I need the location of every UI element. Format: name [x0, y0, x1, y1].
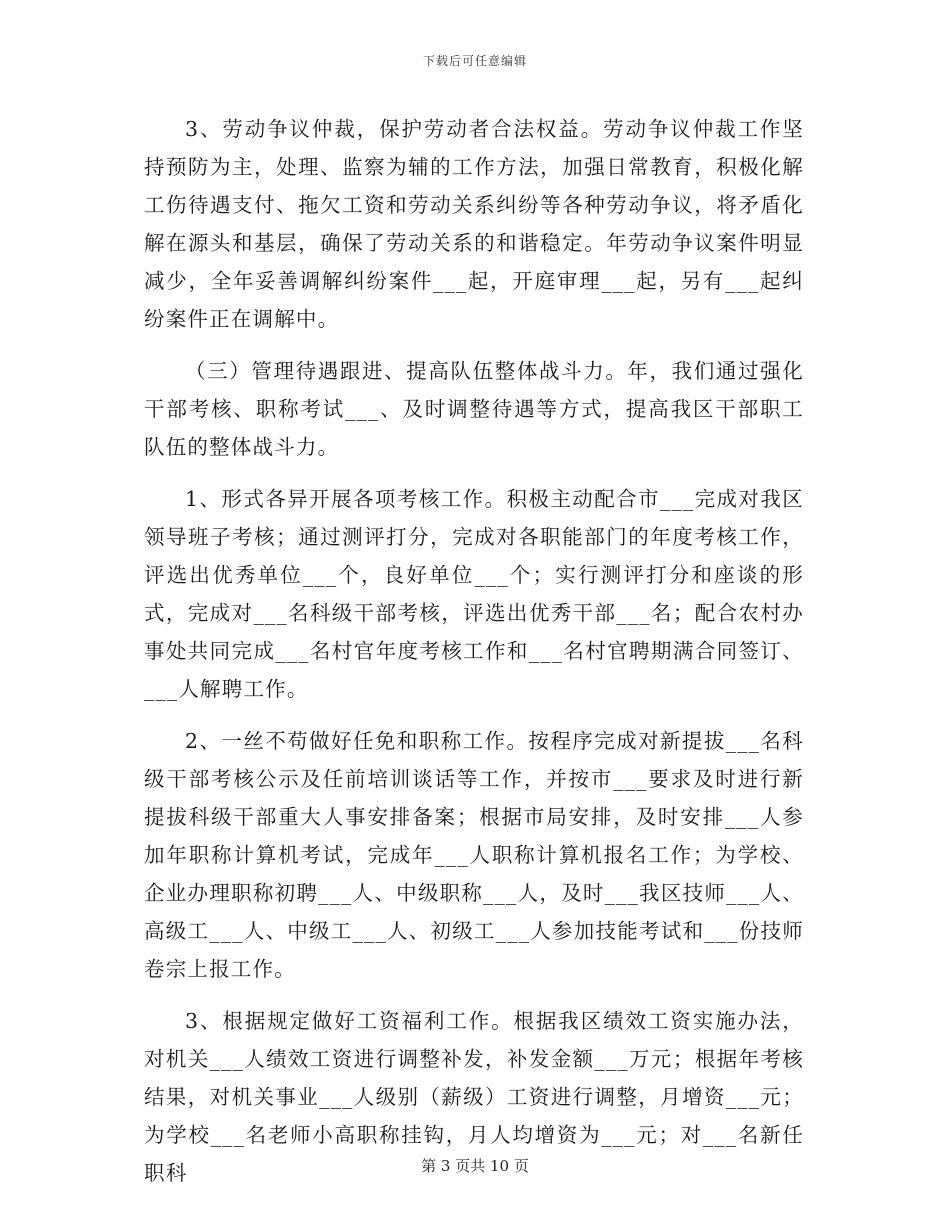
paragraph-section-three: （三）管理待遇跟进、提高队伍整体战斗力。年，我们通过强化干部考核、职称考试___、及时调整待遇等方式，提高我区干部职工队伍的整体战斗力。: [144, 359, 804, 459]
paragraph-assessment-work: 1、形式各异开展各项考核工作。积极主动配合市___完成对我区领导班子考核；通过测评打分，完成对各职能部门的年度考核工作，评选出优秀单位___个，良好单位___个；实行测评打分和座谈的形式，完成对___名科级干部考核，评选出优秀干部___名；配合农村办事处共同完成___名村官年度考核工作和___名村官聘期满合同签订、___人解聘工作。: [144, 487, 804, 701]
paragraph-labor-arbitration: 3、劳动争议仲裁，保护劳动者合法权益。劳动争议仲裁工作坚持预防为主，处理、监察为辅的工作方法，加强日常教育，积极化解工伤待遇支付、拖欠工资和劳动关系纠纷等各种劳动争议，将矛盾化解在源头和基层，确保了劳动关系的和谐稳定。年劳动争议案件明显减少，全年妥善调解纠纷案件___起，开庭审理___起，另有___起纠纷案件正在调解中。: [144, 117, 804, 331]
page-header-note: 下载后可任意编辑: [422, 54, 527, 68]
paragraph-salary-welfare: 3、根据规定做好工资福利工作。根据我区绩效工资实施办法，对机关___人绩效工资进行调整补发，补发金额___万元；根据年考核结果，对机关事业___人级别（薪级）工资进行调整，月增资___元；为学校___名老师小高职称挂钩，月人均增资为___元；对___名新任职科: [144, 1009, 804, 1185]
paragraph-appointment-titles: 2、一丝不苟做好任免和职称工作。按程序完成对新提拔___名科级干部考核公示及任前培训谈话等工作，并按市___要求及时进行新提拔科级干部重大人事安排备案；根据市局安排，及时安排___人参加年职称计算机考试，完成年___人职称计算机报名工作；为学校、企业办理职称初聘___人、中级职称___人，及时___我区技师___人、高级工___人、中级工___人、初级工___人参加技能考试和___份技师卷宗上报工作。: [144, 729, 804, 981]
page-number-footer: 第 3 页共 10 页: [421, 1157, 529, 1175]
document-body: [144, 110, 804, 1206]
